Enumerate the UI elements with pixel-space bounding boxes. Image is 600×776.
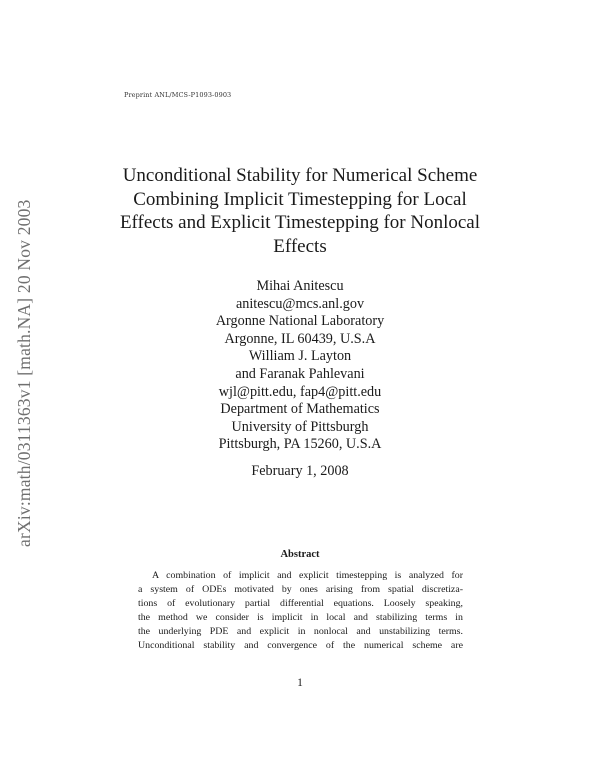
author-affiliation: Argonne National Laboratory <box>215 313 385 330</box>
abstract-line: a system of ODEs motivated by ones arising from spatial discretiza- <box>138 583 463 595</box>
abstract-body <box>138 569 463 652</box>
author-name: William J. Layton <box>248 348 352 365</box>
author-name: Mihai Anitescu <box>256 278 344 294</box>
author-address: Argonne, IL 60439, U.S.A <box>224 330 376 347</box>
page-number: 1 <box>297 677 303 689</box>
abstract-line: A combination of implicit and explicit timestepping is analyzed for <box>152 570 463 581</box>
author-name: and Faranak Pahlevani <box>235 365 365 382</box>
abstract-line: tions of evolutionary partial differential equations. Loosely speaking, <box>138 597 463 609</box>
author-email: anitescu@mcs.anl.gov <box>235 295 365 312</box>
paper-title <box>90 164 510 258</box>
title-line: Unconditional Stability for Numerical Scheme <box>122 165 478 186</box>
paper-date: February 1, 2008 <box>251 463 349 479</box>
abstract-line: Unconditional stability and convergence of the numerical scheme are <box>138 639 463 651</box>
title-line: Effects <box>273 235 327 257</box>
abstract-line: the method we consider is implicit in local and stabilizing terms in <box>138 611 463 623</box>
author-email: wjl@pitt.edu, fap4@pitt.edu <box>218 383 382 400</box>
author-affiliation: University of Pittsburgh <box>231 418 369 435</box>
title-line: Combining Implicit Timestepping for Local <box>133 188 467 210</box>
abstract-line: the underlying PDE and explicit in nonlocal and unstabilizing terms. <box>138 625 463 637</box>
preprint-number: Preprint ANL/MCS-P1093-0903 <box>124 91 232 99</box>
title-line: Effects and Explicit Timestepping for Nonlocal <box>119 212 481 233</box>
arxiv-identifier-stamp: arXiv:math/0311363v1 [math.NA] 20 Nov 2003 <box>14 199 34 547</box>
author-address: Pittsburgh, PA 15260, U.S.A <box>218 436 382 453</box>
abstract-heading: Abstract <box>280 549 320 560</box>
author-block <box>150 278 450 454</box>
author-department: Department of Mathematics <box>220 401 380 418</box>
